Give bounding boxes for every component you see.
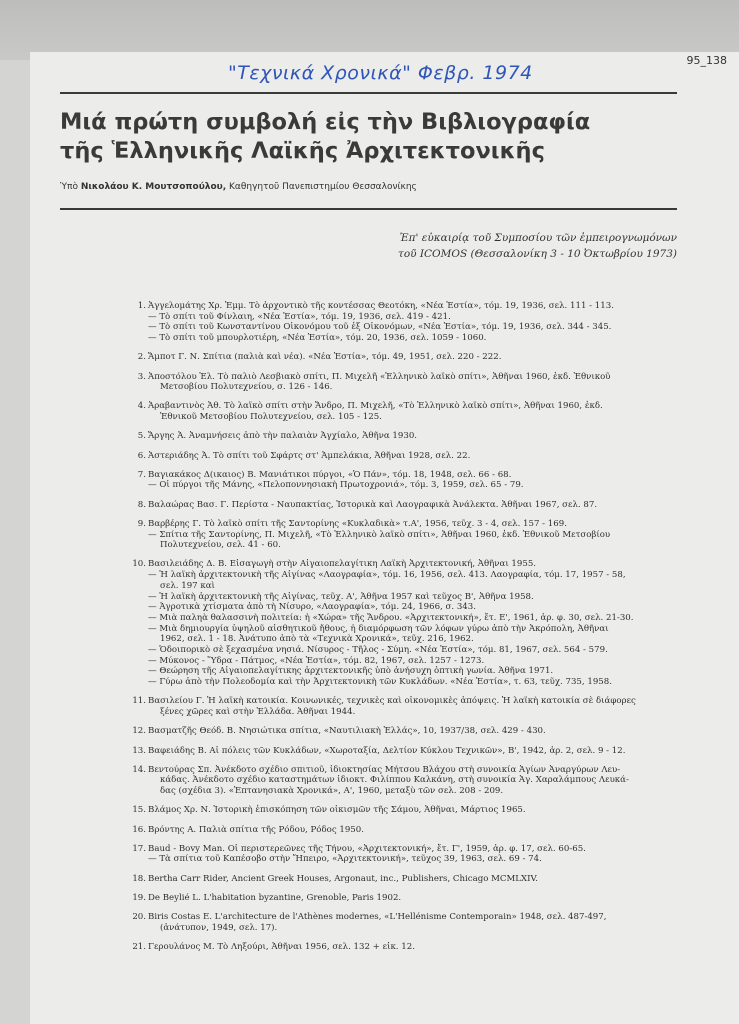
entry-line: Ἀγγελομάτης Χρ. Ἐμμ. Τὸ ἀρχοντικὸ τῆς κοντέσσας Θεοτόκη, «Νέα Ἑστία», τόμ. 19, 1936, σελ. 111 - 113. <box>148 301 614 311</box>
byline-author: Νικολάου Κ. Μουτσοπούλου, <box>80 182 227 192</box>
bibliography-entry <box>132 874 692 885</box>
entry-line: De Beylié L. L'habitation byzantine, Grenoble, Paris 1902. <box>148 892 402 903</box>
bibliography-entry <box>132 726 692 737</box>
bibliography-entry <box>132 372 692 393</box>
dedication-line: τοῦ ICOMOS (Θεσσαλονίκη 3 - 10 Ὀκτωβρίου 1973) <box>398 248 677 260</box>
entry-line: Bertha Carr Rider, Ancient Greek Houses, Argonaut, inc., Publishers, Chicago MCMLXIV. <box>148 873 538 884</box>
bibliography-entry <box>132 451 692 462</box>
bibliography-entry <box>132 500 692 511</box>
bibliography-entry <box>132 746 692 757</box>
bibliography-entry <box>132 942 692 953</box>
entry-line: — Ὁδοιπορικὸ σὲ ξεχασμένα νησιά. Νίσυρος - Τῆλος - Σύμη. «Νέα Ἑστία», τόμ. 81, 1967, σελ. 564 - 579. <box>148 645 608 656</box>
entry-line: Βαφειάδης Β. Αἱ πόλεις τῶν Κυκλάδων, «Χωροταξία, Δελτίον Κύκλου Τεχνικῶν», Β', 1942, ἀρ. 2, σελ. 9 - 12. <box>148 745 626 756</box>
entry-line: — Ἡ λαϊκὴ ἀρχιτεκτονικὴ τῆς Αἰγίνας, τεῦχ. Α', Ἀθῆνα 1957 καὶ τεῦχος Β', Ἀθῆνα 1958. <box>148 591 534 602</box>
bottom-rule <box>60 208 677 210</box>
entry-line: Βασιλειάδης Δ. Β. Εἰσαγωγὴ στὴν Αἰγαιοπελαγίτικη Λαϊκὴ Ἀρχιτεκτονική, Ἀθῆναι 1955. <box>148 559 537 570</box>
bibliography-entry <box>132 805 692 816</box>
entry-line: Βρόντης Α. Παλιὰ σπίτια τῆς Ρόδου, Ρόδος 1950. <box>148 824 364 835</box>
bibliography-entry <box>132 401 692 422</box>
title-line: τῆς Ἑλληνικῆς Λαϊκῆς Ἀρχιτεκτονικῆς <box>60 138 545 164</box>
entry-line: (ἀνάτυπον, 1949, σελ. 17). <box>160 922 278 933</box>
entry-line: — Μύκονος - Ὕδρα - Πάτμος, «Νέα Ἑστία», τόμ. 82, 1967, σελ. 1257 - 1273. <box>148 655 485 666</box>
bibliography-entry <box>132 559 692 687</box>
entry-line: Ἄμποτ Γ. Ν. Σπίτια (παλιὰ καὶ νέα). «Νέα Ἑστία», τόμ. 49, 1951, σελ. 220 - 222. <box>148 352 502 363</box>
bibliography-list <box>132 301 692 961</box>
entry-line: — Ἡ λαϊκὴ ἀρχιτεκτονικὴ τῆς Αἰγίνας «Λαογραφία», τόμ. 16, 1956, σελ. 413. Λαογραφία, τόμ. 17, 1957 - 58, <box>148 570 626 581</box>
bibliography-entry <box>132 352 692 363</box>
byline-prefix: Ὑπὸ <box>60 182 81 192</box>
entry-line: — Γύρω ἀπὸ τὴν Πολεοδομία καὶ τὴν Ἀρχιτεκτονικὴ τῶν Κυκλάδων. «Νέα Ἑστία», τ. 63, τεῦχ. 735, 1958. <box>148 677 612 688</box>
entry-number: 17. <box>132 843 146 854</box>
bibliography-entry <box>132 519 692 551</box>
entry-number: 20. <box>132 912 146 923</box>
entry-line: Ἀστεριάδης Ἀ. Τὸ σπίτι τοῦ Σφάρτς στ' Ἀμπελάκια, Ἀθῆναι 1928, σελ. 22. <box>148 450 471 461</box>
entry-line: Ἀραβαντινὸς Ἀθ. Τὸ λαϊκὸ σπίτι στὴν Ἄνδρο, Π. Μιχελῆ, «Τὸ Ἑλληνικὸ λαϊκὸ σπίτι», Ἀθῆναι 1960, ἐκδ. <box>148 401 603 412</box>
entry-line: ξένες χῶρες καὶ στὴν Ἑλλάδα. Ἀθῆναι 1944. <box>160 707 356 718</box>
entry-number: 12. <box>132 726 146 737</box>
byline <box>60 182 417 192</box>
entry-line: Ἀποστόλου Ἐλ. Τὸ παλιὸ Λεσβιακὸ σπίτι, Π. Μιχελῆ «Ἑλληνικὸ λαϊκὸ σπίτι», Ἀθῆναι 1960, ἐκδ. Ἐθνικοῦ <box>148 371 611 382</box>
entry-line: Βαρβέρης Γ. Τὸ λαϊκὸ σπίτι τῆς Σαντορίνης «Κυκλαδικὰ» τ.Α', 1956, τεῦχ. 3 - 4, σελ. 157 - 169. <box>148 518 567 529</box>
bibliography-entry <box>132 765 692 797</box>
bibliography-entry <box>132 470 692 491</box>
archive-code: 95_138 <box>686 54 727 67</box>
entry-line: — Μιὰ δημιουργία ὑψηλοῦ αἰσθητικοῦ ἤθους, ἡ διαμόρφωση τῶν λόφων γύρω ἀπὸ τὴν Ἀκρόπολη, Ἀθῆναι <box>148 623 609 634</box>
entry-line: Πολυτεχνείου, σελ. 41 - 60. <box>160 540 281 551</box>
top-rule <box>60 92 677 94</box>
entry-number: 7. <box>137 469 146 480</box>
entry-number: 16. <box>132 824 146 835</box>
bibliography-entry <box>132 825 692 836</box>
entry-number: 3. <box>137 371 146 382</box>
entry-line: Βασιλείου Γ. Ἡ λαϊκὴ κατοικία. Κοινωνικές, τεχνικὲς καὶ οἰκονομικὲς ἀπόψεις. Ἡ λαϊκὴ κατοικία σὲ διάφορες <box>148 696 636 707</box>
bibliography-entry <box>132 844 692 865</box>
entry-line: Γερουλάνος Μ. Τὸ Ληξούρι, Ἀθῆναι 1956, σελ. 132 + εἰκ. 12. <box>148 941 415 952</box>
entry-line: — Τὰ σπίτια τοῦ Καπέσοβο στὴν Ἤπειρο, «Ἀρχιτεκτονική», τεῦχος 39, 1963, σελ. 69 - 74. <box>148 854 542 865</box>
bibliography-entry <box>132 696 692 717</box>
entry-line: 1962, σελ. 1 - 18. Ἀνάτυπο ἀπὸ τὰ «Τεχνικὰ Χρονικά», τεῦχ. 216, 1962. <box>160 634 474 645</box>
bibliography-entry <box>132 912 692 933</box>
entry-line: κάδας. Ἀνέκδοτο σχέδιο καταστημάτων ἰδιοκτ. Φιλίππου Καλκάνη, στὴ συνοικία Ἁγ. Χαραλάμπους Λευκά- <box>160 775 629 786</box>
handwritten-note: "Τεχνικά Χρονικά" Φεβρ. 1974 <box>228 62 533 84</box>
entry-number: 6. <box>137 450 146 461</box>
bibliography-entry <box>132 893 692 904</box>
entry-line: Ἄργης Ἀ. Ἀναμνήσεις ἀπὸ τὴν παλαιὰν Ἀγχίαλο, Ἀθῆνα 1930. <box>148 431 418 442</box>
entry-number: 4. <box>137 401 146 412</box>
entry-line: Βαγιακάκος Δ(ικαιος) Β. Μανιάτικοι πύργοι, «Ὁ Πάν», τόμ. 18, 1948, σελ. 66 - 68. <box>148 469 512 480</box>
dedication-line: Ἐπ' εὐκαιρίᾳ τοῦ Συμποσίου τῶν ἐμπειρογνωμόνων <box>399 232 677 244</box>
entry-line: — Τὸ σπίτι τοῦ Φίνλαιη, «Νέα Ἑστία», τόμ. 19, 1936, σελ. 419 - 421. <box>148 311 451 322</box>
bibliography-entry <box>132 301 692 344</box>
entry-line: Βλάμος Χρ. Ν. Ἱστορικὴ ἐπισκόπηση τῶν οἰκισμῶν τῆς Σάμου, Ἀθῆναι, Μάρτιος 1965. <box>148 805 526 816</box>
title-line: Μιά πρώτη συμβολή εἰς τὴν Βιβλιογραφία <box>60 109 591 135</box>
entry-line: δας (σχέδια 3). «Ἑπτανησιακὰ Χρονικά», Α', 1960, μεταξὺ τῶν σελ. 208 - 209. <box>160 786 504 797</box>
entry-line: — Μιὰ παληὰ θαλασσινὴ πολιτεία: ἡ «Χώρα» τῆς Ἄνδρου. «Ἀρχιτεκτονική», ἔτ. Ε', 1961, ἀρ. φ. 30, σελ. 21-30. <box>148 612 634 623</box>
entry-line: — Τὸ σπίτι τοῦ Κωνσταντίνου Οἰκονόμου τοῦ ἐξ Οἰκονόμων, «Νέα Ἑστία», τόμ. 19, 1936, σελ. 344 - 345. <box>148 322 612 333</box>
entry-number: 10. <box>132 559 146 570</box>
entry-line: — Τὸ σπίτι τοῦ μπουρλοτιέρη, «Νέα Ἑστία», τόμ. 20, 1936, σελ. 1059 - 1060. <box>148 333 487 344</box>
entry-line: — Οἱ πύργοι τῆς Μάνης, «Πελοποννησιακὴ Πρωτοχρονιά», τόμ. 3, 1959, σελ. 65 - 79. <box>148 480 524 491</box>
entry-line: Baud - Bovy Man. Οἱ περιστερεῶνες τῆς Τήνου, «Ἀρχιτεκτονική», ἔτ. Γ', 1959, ἀρ. φ. 17, σελ. 60-65. <box>148 843 586 854</box>
entry-number: 8. <box>137 499 146 510</box>
byline-rest: Καθηγητοῦ Πανεπιστημίου Θεσσαλονίκης <box>226 182 417 192</box>
entry-number: 19. <box>132 892 146 903</box>
entry-line: Μετσοβίου Πολυτεχνείου, σ. 126 - 146. <box>160 382 333 393</box>
entry-number: 9. <box>137 518 146 529</box>
entry-line: Biris Costas E. L'architecture de l'Athènes modernes, «L'Hellénisme Contemporain» 1948, σελ. 487-497, <box>148 912 607 923</box>
entry-number: 1. <box>137 301 146 311</box>
entry-number: 11. <box>132 696 146 707</box>
entry-number: 21. <box>132 941 146 952</box>
entry-number: 18. <box>132 873 146 884</box>
entry-line: — Θεώρηση τῆς Αἰγαιοπελαγίτικης ἀρχιτεκτονικῆς ὑπὸ ἀνήσυχη ὀπτικὴ γωνία. Ἀθῆνα 1971. <box>148 666 554 677</box>
entry-line: Βασματζῆς Θεόδ. Β. Νησιώτικα σπίτια, «Ναυτιλιακὴ Ἑλλάς», 10, 1937/38, σελ. 429 - 430. <box>148 726 546 737</box>
entry-number: 14. <box>132 764 146 775</box>
entry-line: σελ. 197 καὶ <box>160 580 215 591</box>
entry-line: Βεντούρας Σπ. Ἀνέκδοτο σχέδιο σπιτιοῦ, ἰδιοκτησίας Μήτσου Βλάχου στὴ συνοικία Ἁγίων Ἀναργύρων Λευ- <box>148 764 621 775</box>
entry-number: 5. <box>137 431 146 442</box>
entry-number: 2. <box>137 352 146 363</box>
entry-line: Βαλαώρας Βασ. Γ. Περίστα - Ναυπακτίας, Ἱστορικὰ καὶ Λαογραφικὰ Ἀνάλεκτα. Ἀθῆναι 1967, σελ. 87. <box>148 499 598 510</box>
scan-top-band <box>0 0 739 60</box>
entry-line: — Ἀγροτικὰ χτίσματα ἀπὸ τὴ Νίσυρο, «Λαογραφία», τόμ. 24, 1966, σ. 343. <box>148 602 476 613</box>
bibliography-entry <box>132 431 692 442</box>
entry-line: — Σπίτια τῆς Σαντορίνης, Π. Μιχελῆ, «Τὸ Ἑλληνικὸ λαϊκὸ σπίτι», Ἀθῆναι 1960, ἐκδ. Ἐθνικοῦ Μετσοβίου <box>148 529 611 540</box>
entry-number: 13. <box>132 745 146 756</box>
entry-line: Ἐθνικοῦ Μετσοβίου Πολυτεχνείου, σελ. 105 - 125. <box>160 412 382 423</box>
dedication <box>398 230 677 262</box>
entry-number: 15. <box>132 805 146 816</box>
page-title <box>60 108 680 166</box>
